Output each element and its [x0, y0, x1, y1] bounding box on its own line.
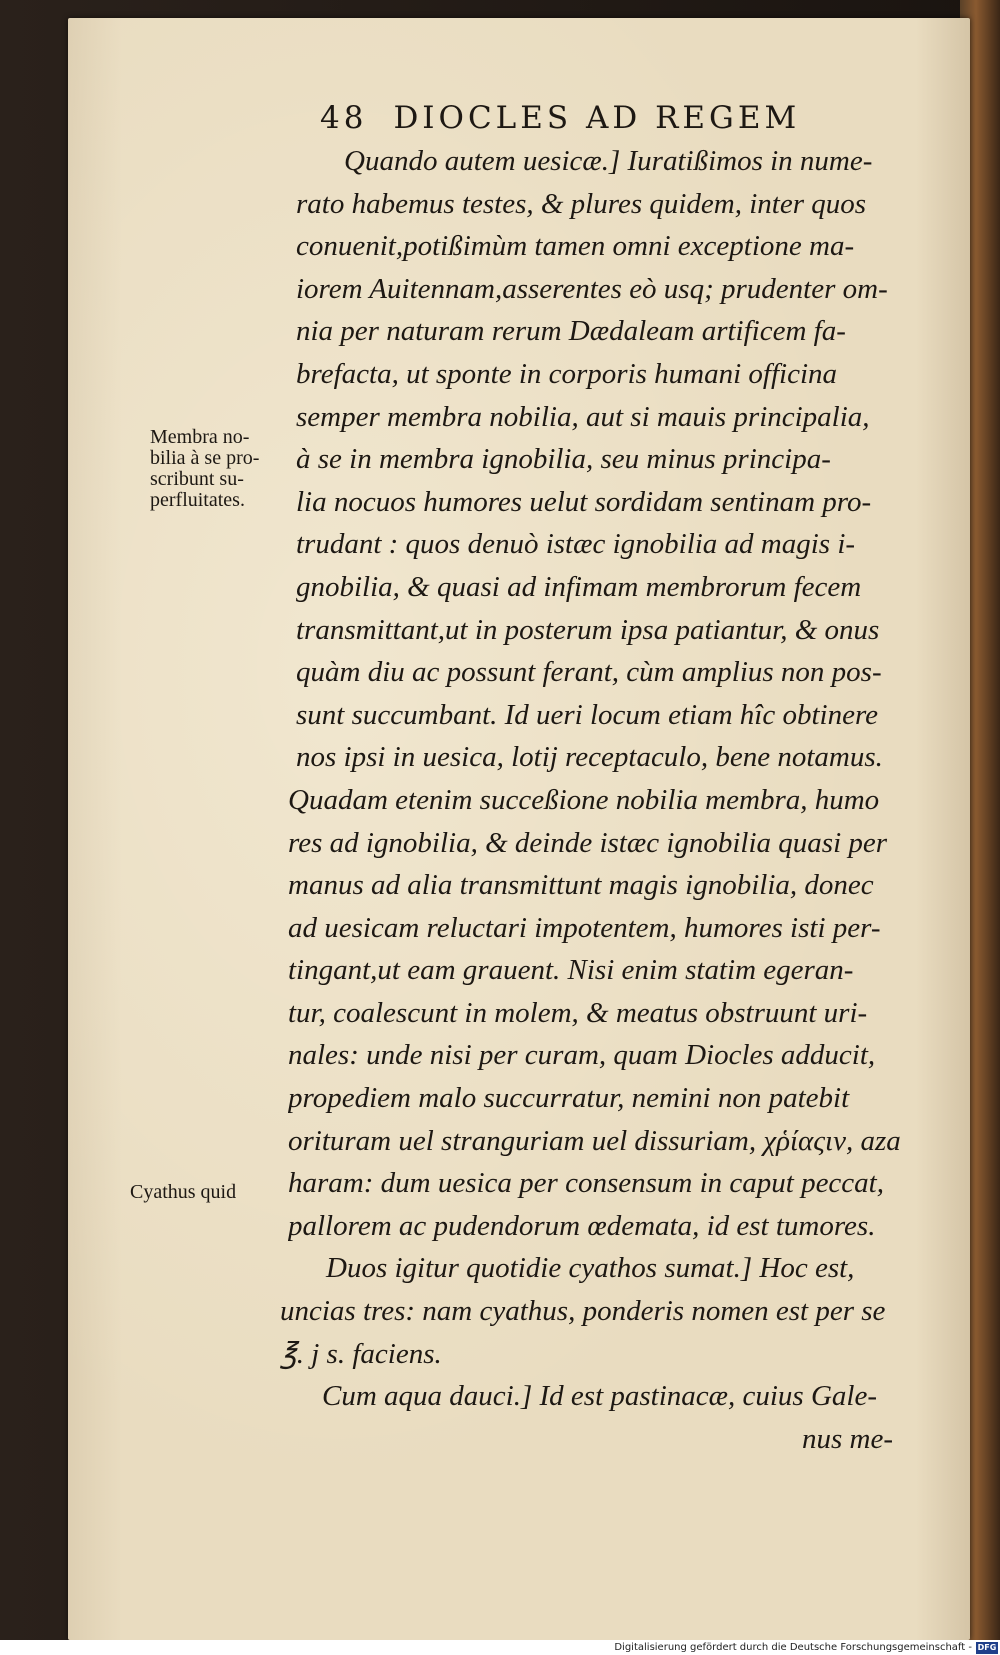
- text-line: conuenit,potißimùm tamen omni exceptione ma-: [296, 230, 855, 263]
- body-text: [280, 140, 968, 1460]
- text-line: Quadam etenim succeßione nobilia membra, humo: [288, 783, 880, 816]
- dfg-logo-icon: DFG: [977, 1643, 997, 1652]
- text-line: Cum aqua dauci.] Id est pastinacæ, cuius Gale-: [322, 1380, 877, 1413]
- text-line: brefacta, ut sponte in corporis humani officina: [296, 357, 838, 390]
- margin-note-membra: [150, 427, 259, 511]
- text-line: orituram uel stranguriam uel dissuriam, χῥίαςιν, aza: [288, 1124, 901, 1157]
- text-line: sunt succumbant. Id ueri locum etiam hîc obtinere: [296, 698, 879, 731]
- text-line: rato habemus testes, & plures quidem, inter quos: [296, 187, 867, 220]
- text-line: manus ad alia transmittunt magis ignobilia, donec: [288, 869, 874, 902]
- text-line: transmittant,ut in posterum ipsa patiantur, & onus: [296, 613, 880, 646]
- text-line: iorem Auitennam,asserentes eò usq; prudenter om-: [296, 272, 888, 305]
- running-head: [320, 100, 880, 144]
- text-line: quàm diu ac possunt ferant, cùm amplius non pos-: [296, 656, 882, 689]
- text-line: nia per naturam rerum Dædaleam artificem fa-: [296, 315, 846, 348]
- footer-credit: Digitalisierung gefördert durch die Deutsche Forschungsgemeinschaft -: [614, 1642, 972, 1653]
- text-line: nales: unde nisi per curam, quam Diocles adducit,: [288, 1039, 876, 1072]
- page-number: 48: [320, 100, 368, 136]
- text-line: nus me-: [802, 1422, 894, 1455]
- margin-note-line: Membra no-: [150, 426, 250, 448]
- text-line: tingant,ut eam grauent. Nisi enim statim egeran-: [288, 954, 854, 987]
- text-line: nos ipsi in uesica, lotij receptaculo, bene notamus.: [296, 741, 883, 774]
- margin-note-line: scribunt su-: [150, 468, 244, 490]
- text-line: Quando autem uesicæ.] Iuratißimos in nume-: [344, 145, 873, 177]
- text-line: trudant : quos denuò istæc ignobilia ad magis i-: [296, 528, 856, 561]
- margin-note-line: bilia à se pro-: [150, 447, 260, 469]
- text-line: pallorem ac pudendorum œdemata, id est tumores.: [288, 1209, 876, 1242]
- text-line: haram: dum uesica per consensum in caput peccat,: [288, 1167, 884, 1200]
- text-line: propediem malo succurratur, nemini non patebit: [288, 1082, 850, 1115]
- text-line: semper membra nobilia, aut si mauis principalia,: [296, 400, 870, 433]
- text-line: uncias tres: nam cyathus, ponderis nomen est per se: [280, 1295, 886, 1328]
- text-line: lia nocuos humores uelut sordidam sentinam pro-: [296, 485, 872, 518]
- text-line: ℥. j s. faciens.: [280, 1337, 442, 1370]
- margin-note-cyathus: [130, 1182, 236, 1203]
- text-line: res ad ignobilia, & deinde istæc ignobilia quasi per: [288, 826, 888, 859]
- running-head-title: DIOCLES AD REGEM: [393, 100, 801, 136]
- margin-note-line: Cyathus quid: [130, 1181, 237, 1203]
- text-line: tur, coalescunt in molem, & meatus obstruunt uri-: [288, 996, 868, 1029]
- text-line: Duos igitur quotidie cyathos sumat.] Hoc est,: [326, 1252, 855, 1285]
- text-line: à se in membra ignobilia, seu minus principa-: [296, 443, 831, 476]
- text-line: ad uesicam reluctari impotentem, humores isti per-: [288, 911, 881, 944]
- margin-note-line: perfluitates.: [150, 489, 245, 511]
- text-line: gnobilia, & quasi ad infimam membrorum fecem: [296, 570, 862, 603]
